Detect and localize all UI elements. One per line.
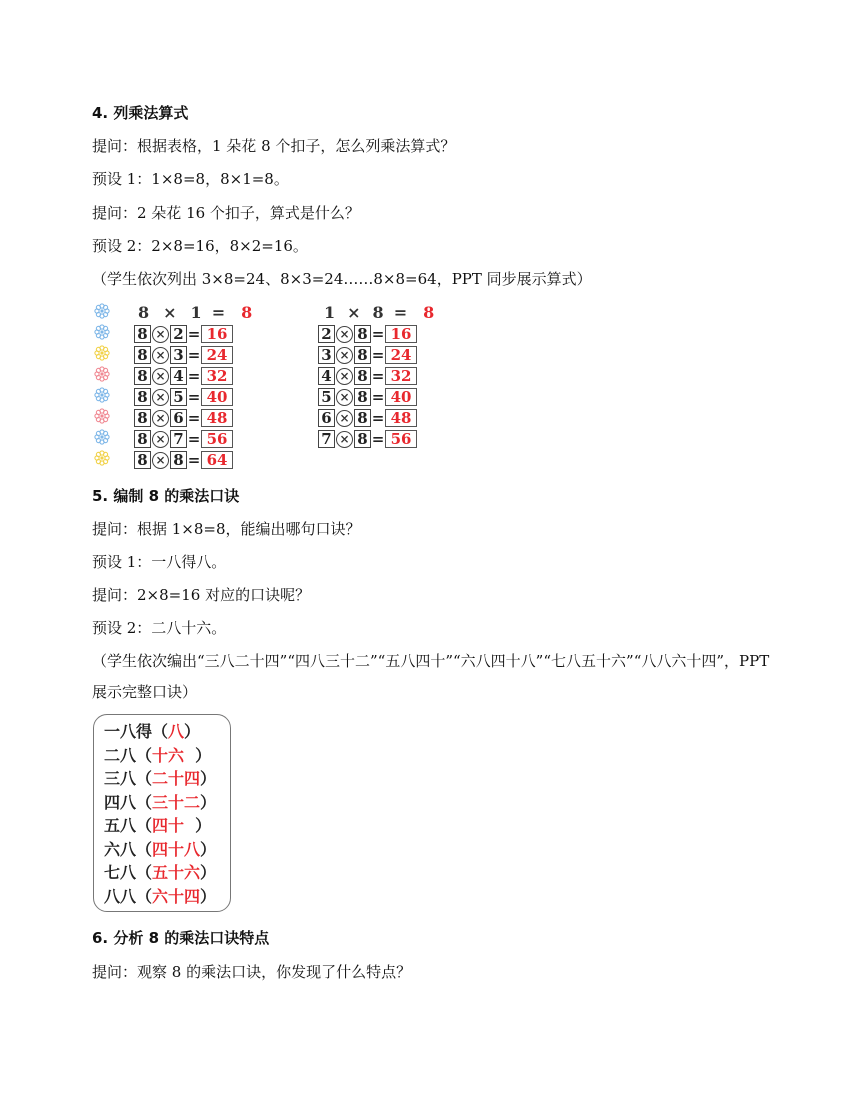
rhyme-answer: 五十六 — [152, 863, 201, 882]
rhyme-suffix: ） — [200, 863, 217, 882]
table-left-top-row — [138, 302, 252, 322]
flower-icon — [94, 345, 110, 361]
times-circle-icon: × — [152, 368, 169, 385]
factor-a: 2 — [318, 325, 335, 343]
rhyme-line — [104, 886, 216, 908]
equation-row — [318, 366, 417, 386]
times-circle-icon: × — [152, 410, 169, 427]
top-times-sign: × — [347, 302, 361, 322]
equation-row — [134, 387, 233, 407]
rhyme-answer: 六十四 — [152, 886, 201, 906]
times-circle-icon: × — [336, 389, 353, 406]
top-factor-b: 8 — [372, 302, 384, 322]
section4-line-4: 预设 2：2×8=16，8×2=16。 — [92, 237, 308, 255]
equals-sign: = — [187, 451, 201, 469]
rhyme-suffix: ） — [200, 886, 217, 906]
factor-b: 8 — [354, 325, 371, 343]
equals-sign: = — [371, 430, 385, 448]
rhyme-answer: 二十四 — [152, 769, 201, 788]
section5-line-4: 预设 2：二八十六。 — [92, 619, 227, 637]
rhyme-prefix: 四八（ — [104, 792, 153, 812]
factor-b: 8 — [170, 451, 187, 469]
rhyme-answer: 四十八 — [152, 839, 201, 859]
top-factor-a: 1 — [324, 302, 336, 322]
equation-row — [134, 366, 233, 386]
rhyme-card — [93, 714, 231, 912]
section4-line-2: 预设 1：1×8=8，8×1=8。 — [92, 170, 289, 188]
product-box: 48 — [385, 409, 417, 427]
factor-a: 8 — [134, 367, 151, 385]
rhyme-prefix: 八八（ — [104, 886, 153, 906]
factor-b: 3 — [170, 346, 187, 364]
product-box: 16 — [385, 325, 417, 343]
product-box: 32 — [385, 367, 417, 385]
rhyme-suffix: ） — [200, 769, 217, 788]
times-circle-icon: × — [336, 410, 353, 427]
factor-a: 8 — [134, 346, 151, 364]
rhyme-prefix: 二八（ — [104, 745, 153, 765]
product-box: 32 — [201, 367, 233, 385]
flower-icon — [94, 450, 110, 466]
equals-sign: = — [371, 367, 385, 385]
factor-b: 7 — [170, 430, 187, 448]
factor-a: 8 — [134, 430, 151, 448]
equation-row — [318, 429, 417, 449]
equation-row — [134, 429, 233, 449]
factor-a: 4 — [318, 367, 335, 385]
product-box: 64 — [201, 451, 233, 469]
rhyme-line — [104, 862, 216, 884]
section5-heading: 5. 编制 8 的乘法口诀 — [92, 487, 240, 505]
times-circle-icon: × — [152, 452, 169, 469]
factor-a: 6 — [318, 409, 335, 427]
section4-line-3: 提问：2 朵花 16 个扣子，算式是什么？ — [92, 204, 360, 222]
rhyme-line — [104, 721, 200, 743]
product-box: 24 — [201, 346, 233, 364]
times-circle-icon: × — [336, 326, 353, 343]
product-box: 56 — [201, 430, 233, 448]
factor-b: 4 — [170, 367, 187, 385]
equation-row — [134, 324, 233, 344]
times-circle-icon: × — [336, 431, 353, 448]
rhyme-prefix: 三八（ — [104, 769, 153, 788]
flower-icon — [94, 366, 110, 382]
rhyme-suffix: ） — [184, 816, 212, 835]
product-box: 40 — [385, 388, 417, 406]
product-box: 24 — [385, 346, 417, 364]
times-circle-icon: × — [152, 347, 169, 364]
rhyme-suffix: ） — [184, 722, 201, 741]
flower-icon — [94, 408, 110, 424]
flower-icon — [94, 387, 110, 403]
section4-line-1: 提问：根据表格，1 朵花 8 个扣子，怎么列乘法算式？ — [92, 137, 456, 155]
rhyme-suffix: ） — [184, 745, 212, 765]
factor-b: 6 — [170, 409, 187, 427]
section5-line-3: 提问：2×8=16 对应的口诀呢？ — [92, 586, 311, 604]
section6-heading: 6. 分析 8 的乘法口诀特点 — [92, 929, 270, 947]
equals-sign: = — [187, 388, 201, 406]
equation-row — [318, 324, 417, 344]
equals-sign: = — [187, 325, 201, 343]
factor-a: 5 — [318, 388, 335, 406]
equation-row — [318, 387, 417, 407]
multiplication-table-left — [94, 300, 254, 472]
equals-sign: = — [187, 367, 201, 385]
factor-b: 8 — [354, 430, 371, 448]
equation-row — [318, 345, 417, 365]
factor-b: 5 — [170, 388, 187, 406]
rhyme-suffix: ） — [200, 792, 217, 812]
multiplication-table-right — [318, 300, 458, 450]
section5-line-2: 预设 1：一八得八。 — [92, 553, 227, 571]
rhyme-prefix: 七八（ — [104, 863, 153, 882]
section4-heading: 4. 列乘法算式 — [92, 104, 189, 122]
equals-sign: = — [187, 346, 201, 364]
top-factor-b: 1 — [190, 302, 202, 322]
equals-sign: = — [371, 409, 385, 427]
section6-line-1: 提问：观察 8 的乘法口诀，你发现了什么特点？ — [92, 963, 412, 981]
equation-row — [134, 408, 233, 428]
table-right-top-row — [324, 302, 434, 322]
equals-sign: = — [187, 430, 201, 448]
factor-a: 3 — [318, 346, 335, 364]
equals-sign: = — [371, 388, 385, 406]
factor-b: 2 — [170, 325, 187, 343]
rhyme-prefix: 一八得（ — [104, 722, 169, 741]
rhyme-answer: 三十二 — [152, 792, 201, 812]
times-circle-icon: × — [336, 368, 353, 385]
rhyme-line — [104, 768, 216, 790]
top-factor-a: 8 — [138, 302, 150, 322]
equation-row — [318, 408, 417, 428]
top-equals-sign: = — [393, 302, 408, 322]
rhyme-answer: 十六 — [152, 745, 185, 765]
flower-icon — [94, 303, 110, 319]
times-circle-icon: × — [336, 347, 353, 364]
product-box: 56 — [385, 430, 417, 448]
rhyme-suffix: ） — [200, 839, 217, 859]
factor-b: 8 — [354, 346, 371, 364]
top-result: 8 — [423, 302, 435, 322]
equals-sign: = — [187, 409, 201, 427]
equation-row — [134, 345, 233, 365]
top-equals-sign: = — [211, 302, 226, 322]
times-circle-icon: × — [152, 431, 169, 448]
flower-icon — [94, 324, 110, 340]
rhyme-line — [104, 745, 211, 767]
rhyme-answer: 八 — [168, 722, 185, 741]
factor-a: 8 — [134, 325, 151, 343]
product-box: 16 — [201, 325, 233, 343]
rhyme-line — [104, 792, 216, 814]
equals-sign: = — [371, 325, 385, 343]
factor-b: 8 — [354, 388, 371, 406]
factor-b: 8 — [354, 409, 371, 427]
rhyme-line — [104, 839, 216, 861]
top-result: 8 — [241, 302, 253, 322]
top-times-sign: × — [163, 302, 177, 322]
times-circle-icon: × — [152, 389, 169, 406]
times-circle-icon: × — [152, 326, 169, 343]
factor-a: 8 — [134, 388, 151, 406]
product-box: 48 — [201, 409, 233, 427]
rhyme-prefix: 五八（ — [104, 816, 153, 835]
equals-sign: = — [371, 346, 385, 364]
rhyme-answer: 四十 — [152, 816, 185, 835]
factor-a: 8 — [134, 451, 151, 469]
section4-line-5: （学生依次列出 3×8=24、8×3=24……8×8=64，PPT 同步展示算式） — [92, 270, 592, 288]
flower-icon — [94, 429, 110, 445]
section5-line-1: 提问：根据 1×8=8，能编出哪句口诀？ — [92, 520, 361, 538]
section5-paragraph: （学生依次编出“三八二十四”“四八三十二”“五八四十”“六八四十八”“七八五十六”“八八六十四”，PPT 展示完整口诀） — [92, 652, 770, 701]
equation-row — [134, 450, 233, 470]
factor-a: 7 — [318, 430, 335, 448]
factor-a: 8 — [134, 409, 151, 427]
rhyme-prefix: 六八（ — [104, 839, 153, 859]
rhyme-line — [104, 815, 211, 837]
factor-b: 8 — [354, 367, 371, 385]
product-box: 40 — [201, 388, 233, 406]
